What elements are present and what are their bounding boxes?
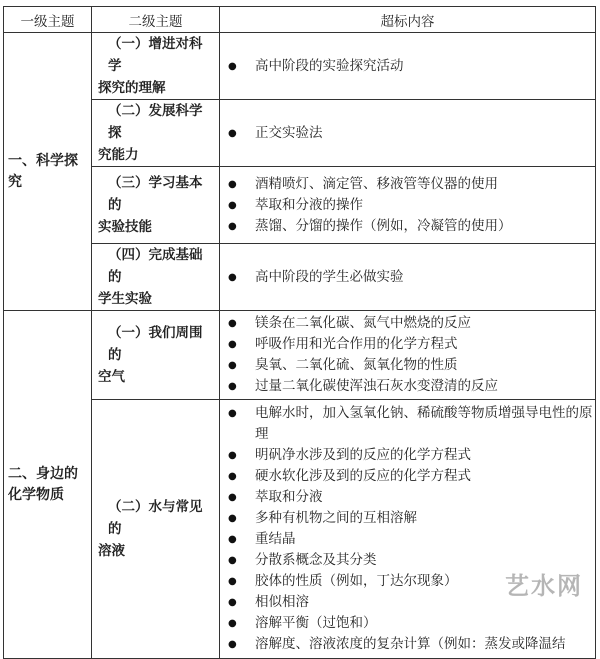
topic-line: （三）学习基本的 [108, 175, 203, 213]
topic-line: （二）水与常见的 [108, 499, 203, 537]
list-item: ● 多种有机物之间的互相溶解 [220, 508, 595, 529]
level2-topic [92, 400, 220, 659]
list-item: ● 分散系概念及其分类 [220, 550, 595, 571]
table-row [4, 100, 596, 167]
list-item: ● 镁条在二氧化碳、氮气中燃烧的反应 [220, 313, 595, 334]
topic-line: 探究的理解 [98, 80, 166, 96]
table-row [4, 400, 596, 659]
topic-line: （一）我们周围的 [108, 325, 203, 363]
content-cell [220, 33, 596, 100]
level1-topic-science-inquiry: 一、科学探究 [4, 33, 92, 311]
table-row [4, 33, 596, 100]
list-item: ● 臭氧、二氧化硫、氮氧化物的性质 [220, 355, 595, 376]
level2-topic [92, 167, 220, 244]
list-item: ● 相似相溶 [220, 592, 595, 613]
level2-topic [92, 100, 220, 167]
content-cell [220, 244, 596, 311]
list-item: ● 萃取和分液的操作 [220, 195, 595, 216]
list-item: ● 萃取和分液 [220, 487, 595, 508]
header-content: 超标内容 [220, 7, 596, 33]
table-row [4, 311, 596, 400]
list-item: ● 高中阶段的实验探究活动 [220, 56, 595, 77]
list-item: ● 高中阶段的学生必做实验 [220, 267, 595, 288]
level2-topic [92, 311, 220, 400]
topic-line: （二）发展科学探 [108, 103, 203, 141]
content-cell [220, 167, 596, 244]
list-item: ● 蒸馏、分馏的操作（例如，冷凝管的使用） [220, 216, 595, 237]
list-item: ● 溶解度、溶液浓度的复杂计算（例如：蒸发或降温结 [220, 634, 595, 655]
level2-topic [92, 33, 220, 100]
list-item: ● 重结晶 [220, 529, 595, 550]
list-item: ● 明矾净水涉及到的反应的化学方程式 [220, 445, 595, 466]
topic-line: 究能力 [98, 147, 139, 163]
table-row [4, 244, 596, 311]
list-item: ● 酒精喷灯、滴定管、移液管等仪器的使用 [220, 174, 595, 195]
list-item: ● 电解水时，加入氢氧化钠、稀硫酸等物质增强导电性的原理 [220, 403, 595, 445]
content-cell [220, 311, 596, 400]
list-item: ● 正交实验法 [220, 123, 595, 144]
content-cell [220, 400, 596, 659]
list-item: ● 硬水软化涉及到的反应的化学方程式 [220, 466, 595, 487]
list-item: ● 溶解平衡（过饱和） [220, 613, 595, 634]
topic-line: 空气 [98, 369, 125, 385]
list-item: ● 过量二氧化碳使浑浊石灰水变澄清的反应 [220, 376, 595, 397]
topic-line: 实验技能 [98, 219, 152, 235]
list-item: ● 胶体的性质（例如，丁达尔现象） [220, 571, 595, 592]
list-item: ● 呼吸作用和光合作用的化学方程式 [220, 334, 595, 355]
level2-topic [92, 244, 220, 311]
level1-topic-chemical-substances: 二、身边的化学物质 [4, 311, 92, 659]
topic-line: （一）增进对科学 [108, 36, 203, 74]
header-level1: 一级主题 [4, 7, 92, 33]
watermark-logo: 艺水网 [505, 572, 583, 600]
curriculum-table [3, 6, 596, 659]
header-row [4, 7, 596, 33]
topic-line: 学生实验 [98, 291, 152, 307]
content-cell [220, 100, 596, 167]
topic-line: （四）完成基础的 [108, 247, 203, 285]
header-level2: 二级主题 [92, 7, 220, 33]
topic-line: 溶液 [98, 543, 125, 559]
table-row [4, 167, 596, 244]
